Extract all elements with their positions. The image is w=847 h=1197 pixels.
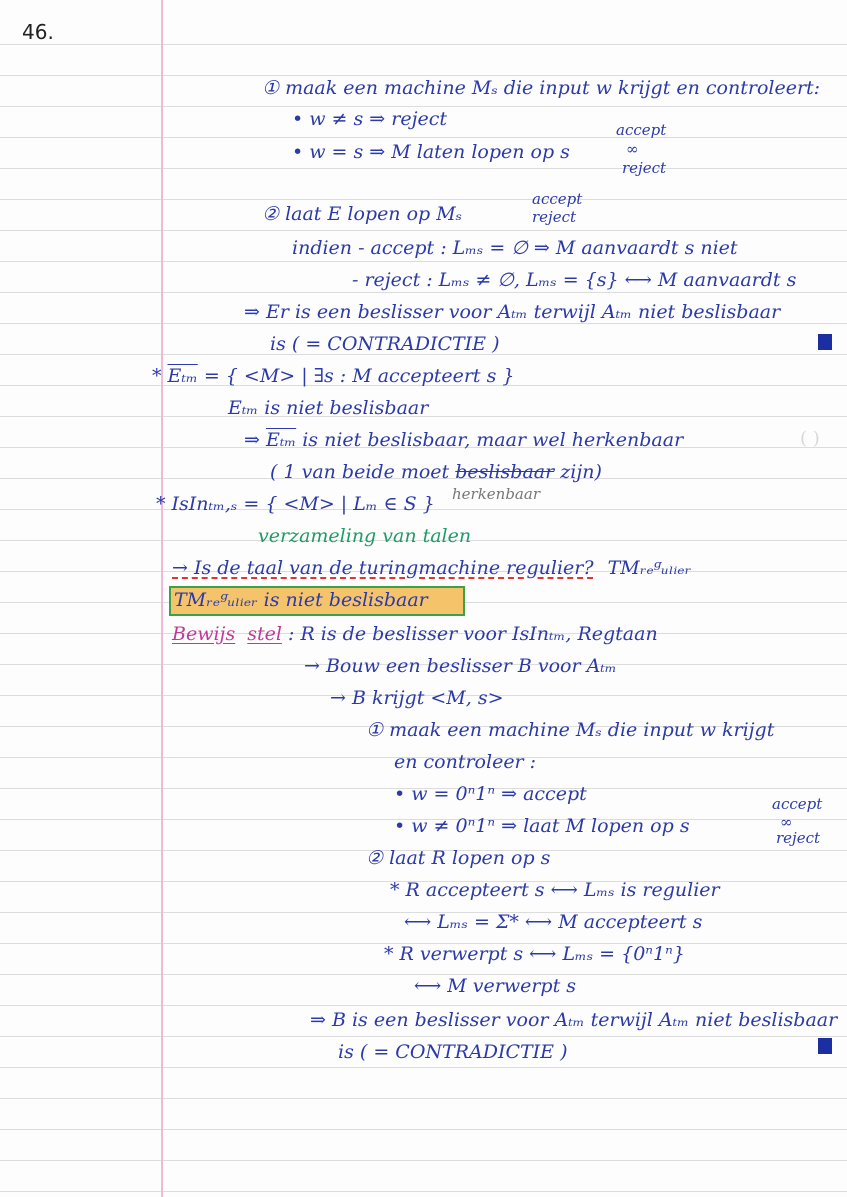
page-number: 46. <box>22 20 54 44</box>
r-accepts-line: * R accepteert s ⟷ Lₘₛ is regulier <box>390 879 720 901</box>
branch-accept-2: accept <box>772 795 823 813</box>
bullet-run-m-2: • w ≠ 0ⁿ1ⁿ ⇒ laat M lopen op s <box>394 815 690 837</box>
branch-accept: accept <box>616 121 667 139</box>
implies-arrow: ⇒ <box>244 429 260 451</box>
proof-step-2: ② laat R lopen op s <box>366 847 551 869</box>
branch-infinity-2: ∞ <box>780 813 793 831</box>
branch-reject-2: reject <box>776 829 821 847</box>
etm-complement-definition <box>152 364 514 388</box>
proof-step-1: ① maak een machine Mₛ die input w krijgt <box>366 719 775 741</box>
proof-assumption: : R is de beslisser voor IsInₜₘ, Regtaan <box>288 623 658 645</box>
qed-square <box>818 334 832 350</box>
etm-symbol: $\overline{E_{tm}}$ <box>167 365 198 387</box>
proof-start-line <box>172 622 658 646</box>
b-gets-line: → B krijgt <M, s> <box>330 687 504 709</box>
etm-set: = { <M> | ∃s : M accepteert s } <box>203 365 515 387</box>
one-of-both-note <box>270 460 602 484</box>
margin-line <box>161 0 163 1197</box>
bullet-run-m: • w = s ⇒ M laten lopen op s <box>292 141 570 163</box>
qed-square-2 <box>818 1038 832 1054</box>
etm-complement-line <box>244 428 683 452</box>
final-contradiction: is ( = CONTRADICTIE ) <box>338 1041 568 1063</box>
r-rejects-line: * R verwerpt s ⟷ Lₘₛ = {0ⁿ1ⁿ} <box>384 943 685 965</box>
step-1-line: ① maak een machine Mₛ die input w krijgt en controleert: <box>262 77 821 99</box>
branch-reject: reject <box>622 159 667 177</box>
regular-question <box>172 556 691 580</box>
struck-word: beslisbaar <box>455 461 555 483</box>
step-2-accept: accept <box>532 190 583 208</box>
isin-definition: * IsInₜₘ,ₛ = { <M> | Lₘ ∈ S } <box>156 493 435 515</box>
contradiction-line: is ( = CONTRADICTIE ) <box>270 333 500 355</box>
note-prefix: ( 1 van beide moet <box>270 461 450 483</box>
note-suffix: zijn) <box>560 461 602 483</box>
tm-regulier-label: TMᵣₑᵍᵤₗᵢₑᵣ <box>607 557 692 579</box>
bullet-reject: • w ≠ s ⇒ reject <box>292 108 447 130</box>
etm-not-decidable: Eₜₘ is niet beslisbaar <box>228 397 429 419</box>
conclusion-line: ⇒ Er is een beslisser voor Aₜₘ terwijl Aₜₘ niet beslisbaar <box>244 301 781 323</box>
m-rejects-line: ⟷ M verwerpt s <box>414 975 577 997</box>
final-conclusion: ⇒ B is een beslisser voor Aₜₘ terwijl Aₜₘ niet beslisbaar <box>310 1009 838 1031</box>
bullet-accept: • w = 0ⁿ1ⁿ ⇒ accept <box>394 783 587 805</box>
question-text: → Is de taal van de turingmachine regulier? <box>172 557 594 579</box>
and-check-line: en controleer : <box>394 751 537 773</box>
step-2-reject: reject <box>532 208 577 226</box>
if-reject-line: - reject : Lₘₛ ≠ ∅, Lₘₛ = {s} ⟷ M aanvaardt s <box>352 269 797 291</box>
if-accept-line: indien - accept : Lₘₛ = ∅ ⇒ M aanvaardt s niet <box>292 237 738 259</box>
highlighted-statement: TMᵣₑᵍᵤₗᵢₑᵣ is niet beslisbaar <box>174 589 428 611</box>
recognizable-text: is niet beslisbaar, maar wel herkenbaar <box>302 429 684 451</box>
branch-infinity: ∞ <box>626 140 639 158</box>
set-of-languages-note: verzameling van talen <box>258 525 472 547</box>
step-2-line: ② laat E lopen op Mₛ <box>262 203 463 225</box>
star-marker: * <box>152 365 162 387</box>
stel-label: stel <box>247 623 282 645</box>
build-decider-line: → Bouw een beslisser B voor Aₜₘ <box>304 655 617 677</box>
etm-complement-symbol: $\overline{E_{tm}}$ <box>265 429 297 451</box>
bewijs-label: Bewijs <box>172 623 236 645</box>
faint-mark: ( ) <box>800 428 820 449</box>
sigma-star-line: ⟷ Lₘₛ = Σ* ⟷ M accepteert s <box>404 911 703 933</box>
correction-above: herkenbaar <box>452 485 540 503</box>
